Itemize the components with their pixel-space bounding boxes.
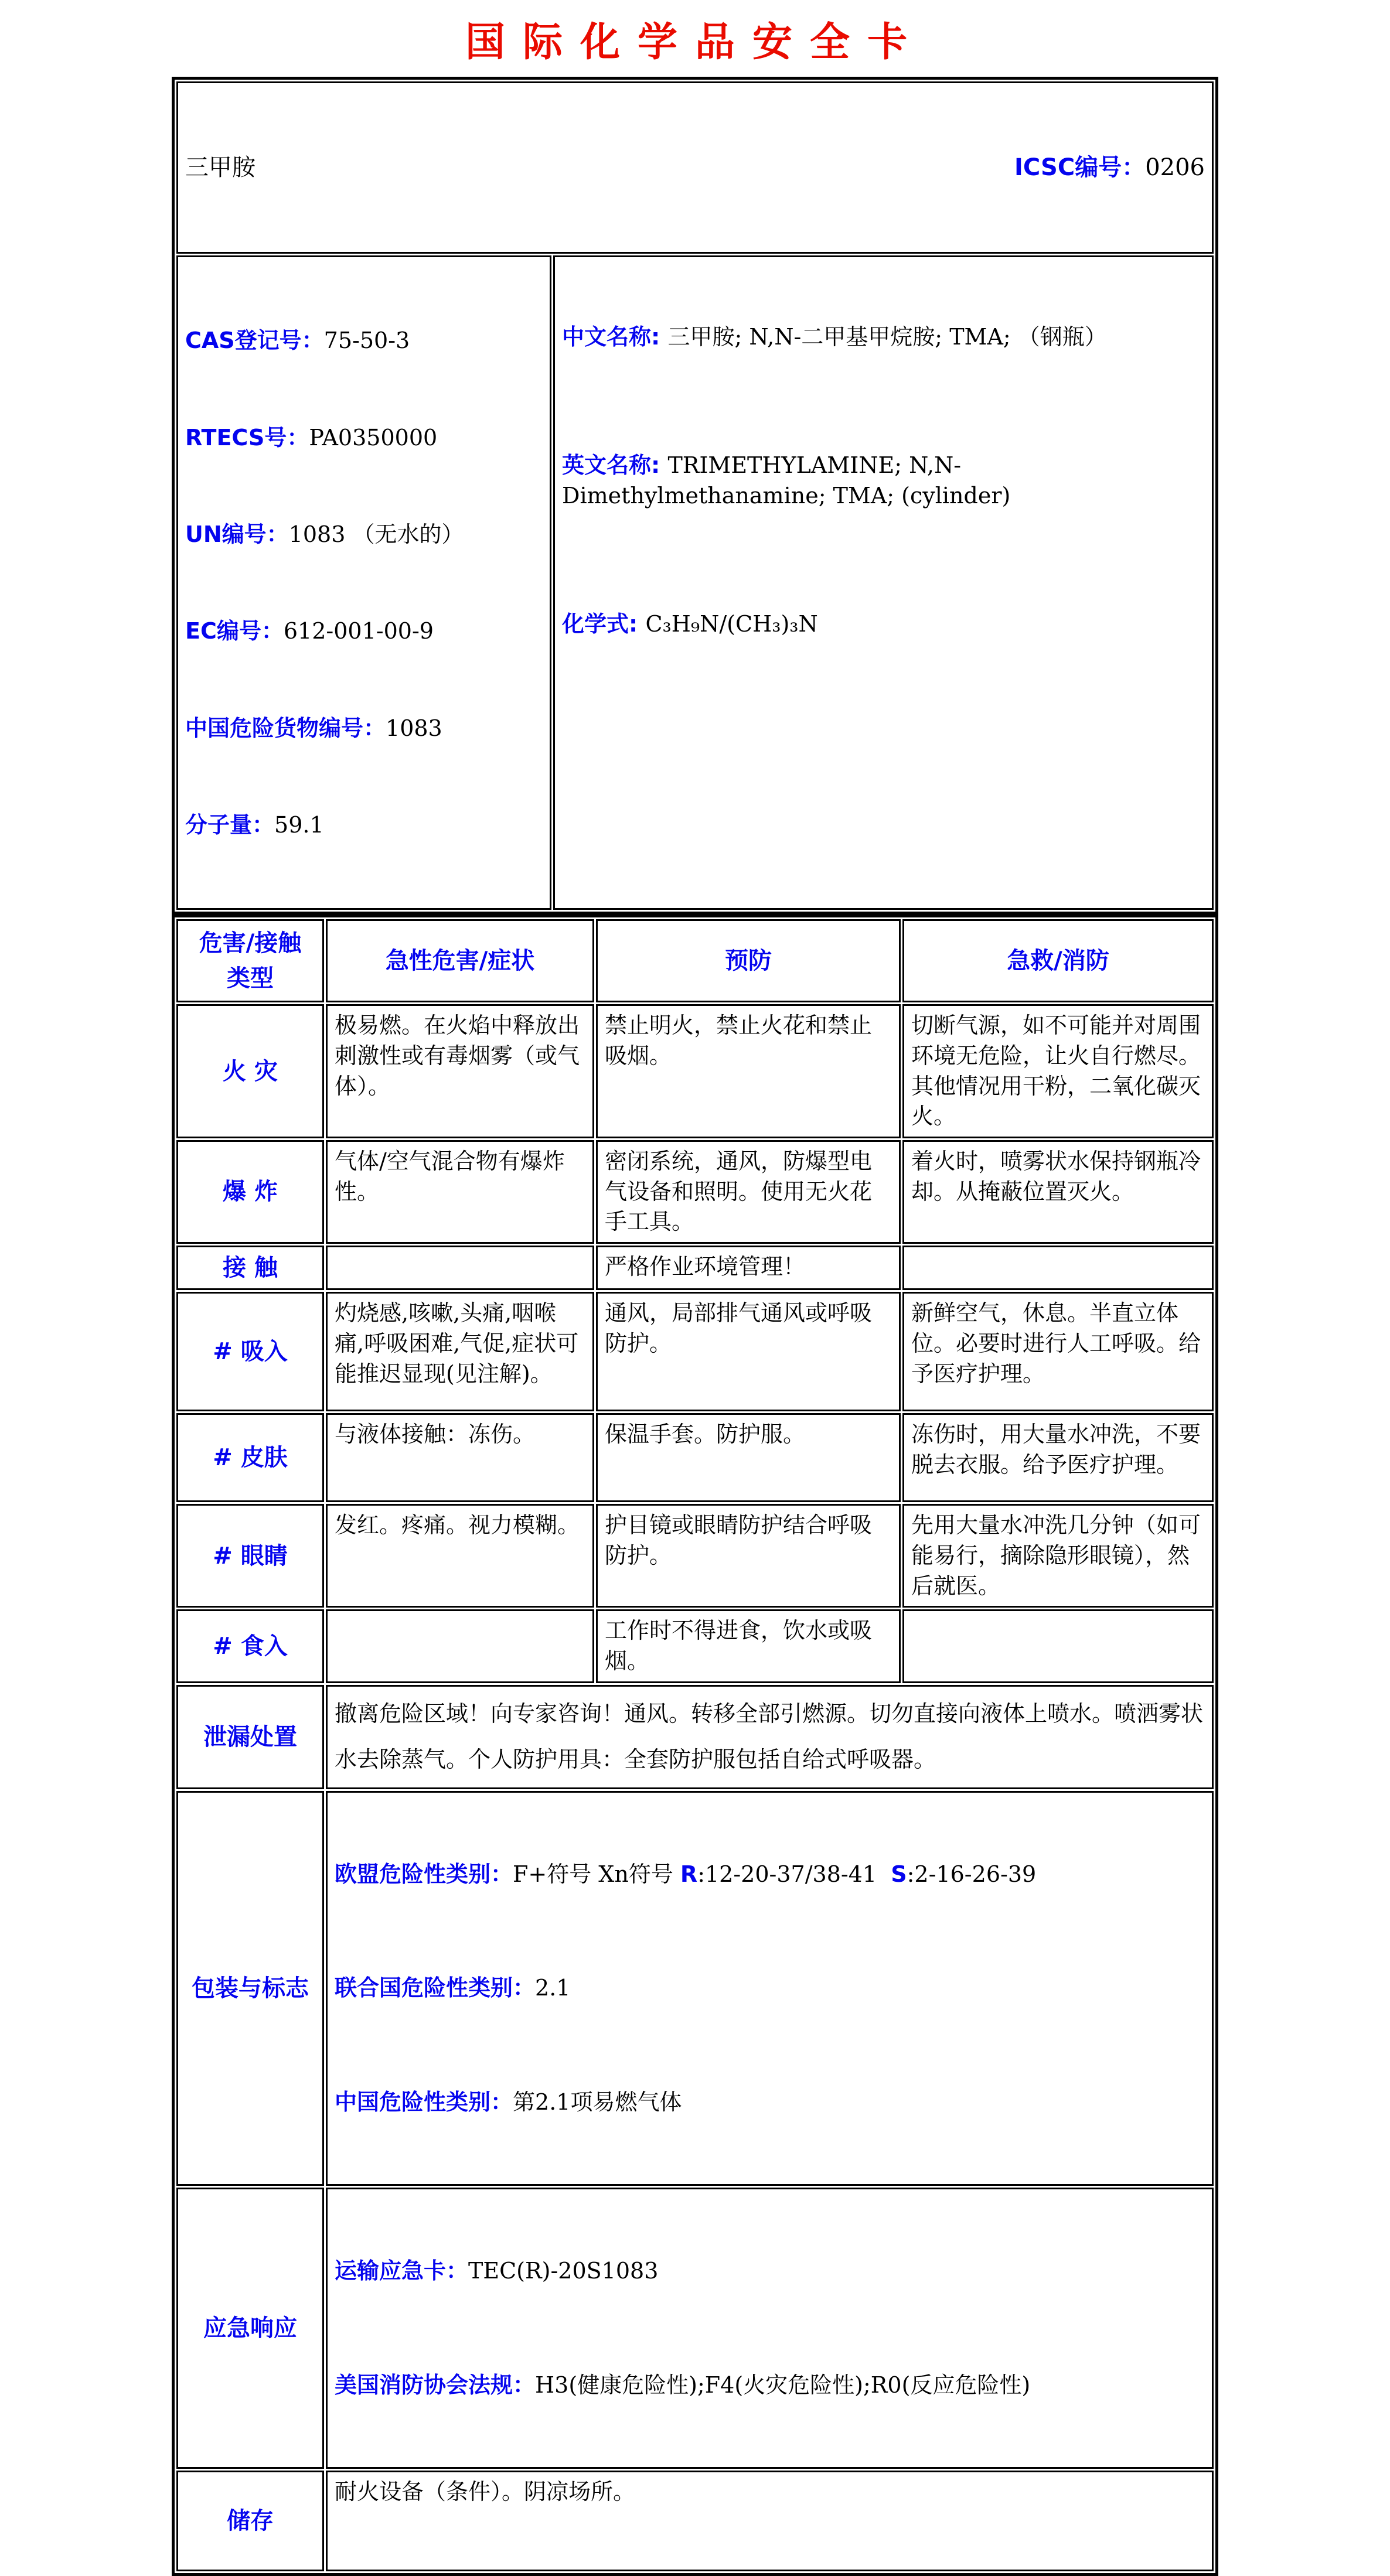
hazard-row-exposure — [176, 1246, 1214, 1290]
exposure-firstaid — [902, 1246, 1214, 1290]
substance-name: 三甲胺 — [185, 153, 255, 181]
explosion-firstaid: 着火时，喷雾状水保持钢瓶冷却。从掩蔽位置灭火。 — [902, 1140, 1214, 1244]
english-name-line: 英文名称: TRIMETHYLAMINE; N,N-Dimethylmethanamine; TMA; (cylinder) — [562, 452, 1011, 509]
eyes-firstaid: 先用大量水冲洗几分钟（如可能易行，摘除隐形眼镜），然后就医。 — [902, 1504, 1214, 1608]
rtecs-number-line: RTECS号：PA0350000 — [185, 424, 438, 451]
identification-table — [172, 77, 1218, 915]
packaging-content — [326, 1791, 1214, 2186]
hazard-row-skin — [176, 1413, 1214, 1502]
row-label-eyes: # 眼睛 — [176, 1504, 324, 1608]
row-label-inhalation: # 吸入 — [176, 1292, 324, 1411]
skin-firstaid: 冻伤时，用大量水冲洗，不要脱去衣服。给予医疗护理。 — [902, 1413, 1214, 1502]
registry-numbers-cell — [176, 255, 551, 910]
row-label-spill-disposal: 泄漏处置 — [176, 1685, 324, 1789]
fire-symptoms: 极易燃。在火焰中释放出刺激性或有毒烟雾（或气体）。 — [326, 1004, 594, 1138]
inhalation-prevention: 通风，局部排气通风或呼吸防护。 — [596, 1292, 901, 1411]
spill-disposal-row — [176, 1685, 1214, 1789]
hazard-row-fire — [176, 1004, 1214, 1138]
page-title: 国际化学品安全卡 — [465, 19, 925, 66]
row-label-explosion: 爆 炸 — [176, 1140, 324, 1244]
skin-symptoms: 与液体接触：冻伤。 — [326, 1413, 594, 1502]
inhalation-firstaid: 新鲜空气，休息。半直立体位。必要时进行人工呼吸。给予医疗护理。 — [902, 1292, 1214, 1411]
eyes-symptoms: 发红。疼痛。视力模糊。 — [326, 1504, 594, 1608]
nfpa-code-line: 美国消防协会法规：H3(健康危险性);F4(火灾危险性);R0(反应危险性) — [335, 2372, 1031, 2398]
column-header-hazard-type: 危害/接触 类型 — [176, 919, 324, 1002]
hazard-table-header-row — [176, 919, 1214, 1002]
un-number-line: UN编号：1083 （无水的） — [185, 521, 464, 547]
identification-row — [176, 255, 1214, 910]
row-label-storage: 储存 — [176, 2471, 324, 2571]
icsc-card — [172, 77, 1218, 2576]
icsc-number-value: 0206 — [1145, 153, 1205, 181]
exposure-symptoms — [326, 1246, 594, 1290]
chinese-name-line: 中文名称: 三甲胺; N,N-二甲基甲烷胺; TMA; （钢瓶） — [562, 324, 1107, 350]
row-label-fire: 火 灾 — [176, 1004, 324, 1138]
substance-header-cell — [176, 81, 1214, 254]
storage-content: 耐火设备（条件）。阴凉场所。 — [326, 2471, 1214, 2571]
hazard-row-eyes — [176, 1504, 1214, 1608]
un-hazard-class-line: 联合国危险性类别：2.1 — [335, 1975, 571, 2001]
transport-emergency-card-line: 运输应急卡：TEC(R)-20S1083 — [335, 2258, 659, 2284]
hazard-row-explosion — [176, 1140, 1214, 1244]
column-header-firstaid: 急救/消防 — [902, 919, 1214, 1002]
eyes-prevention: 护目镜或眼睛防护结合呼吸防护。 — [596, 1504, 901, 1608]
emergency-response-content — [326, 2188, 1214, 2469]
molecular-weight-line: 分子量：59.1 — [185, 812, 324, 838]
icsc-number-label: ICSC编号： — [1014, 153, 1146, 181]
hazard-table — [172, 915, 1218, 2576]
eu-hazard-class-line: 欧盟危险性类别：F+符号 Xn符号 R:12-20-37/38-41 S:2-16-26-39 — [335, 1861, 1037, 1887]
column-header-prevention: 预防 — [596, 919, 901, 1002]
china-dg-number-line: 中国危险货物编号：1083 — [185, 715, 442, 741]
names-cell — [553, 255, 1214, 910]
skin-prevention: 保温手套。防护服。 — [596, 1413, 901, 1502]
fire-firstaid: 切断气源，如不可能并对周围环境无危险，让火自行燃尽。其他情况用干粉，二氧化碳灭火。 — [902, 1004, 1214, 1138]
emergency-response-row — [176, 2188, 1214, 2469]
ingestion-firstaid — [902, 1609, 1214, 1683]
explosion-symptoms: 气体/空气混合物有爆炸性。 — [326, 1140, 594, 1244]
china-hazard-class-line: 中国危险性类别：第2.1项易燃气体 — [335, 2089, 682, 2115]
row-label-packaging: 包装与标志 — [176, 1791, 324, 2186]
hazard-row-ingestion — [176, 1609, 1214, 1683]
chemical-formula-line: 化学式: C₃H₉N/(CH₃)₃N — [562, 611, 818, 637]
ingestion-prevention: 工作时不得进食，饮水或吸烟。 — [596, 1609, 901, 1683]
cas-number-line: CAS登记号：75-50-3 — [185, 327, 410, 354]
row-label-ingestion: # 食入 — [176, 1609, 324, 1683]
row-label-skin: # 皮肤 — [176, 1413, 324, 1502]
storage-row — [176, 2471, 1214, 2571]
packaging-labelling-row — [176, 1791, 1214, 2186]
substance-header-row — [176, 81, 1214, 254]
row-label-exposure: 接 触 — [176, 1246, 324, 1290]
column-header-symptoms: 急性危害/症状 — [326, 919, 594, 1002]
hazard-row-inhalation — [176, 1292, 1214, 1411]
row-label-emergency-response: 应急响应 — [176, 2188, 324, 2469]
spill-disposal-content: 撤离危险区域！向专家咨询！通风。转移全部引燃源。切勿直接向液体上喷水。喷洒雾状水去除蒸气。个人防护用具：全套防护服包括自给式呼吸器。 — [326, 1685, 1214, 1789]
icsc-number — [1014, 152, 1205, 183]
ec-number-line: EC编号：612-001-00-9 — [185, 618, 434, 644]
exposure-prevention: 严格作业环境管理！ — [596, 1246, 901, 1290]
fire-prevention: 禁止明火，禁止火花和禁止吸烟。 — [596, 1004, 901, 1138]
explosion-prevention: 密闭系统，通风，防爆型电气设备和照明。使用无火花手工具。 — [596, 1140, 901, 1244]
ingestion-symptoms — [326, 1609, 594, 1683]
inhalation-symptoms: 灼烧感,咳嗽,头痛,咽喉痛,呼吸困难,气促,症状可能推迟显现(见注解)。 — [326, 1292, 594, 1411]
